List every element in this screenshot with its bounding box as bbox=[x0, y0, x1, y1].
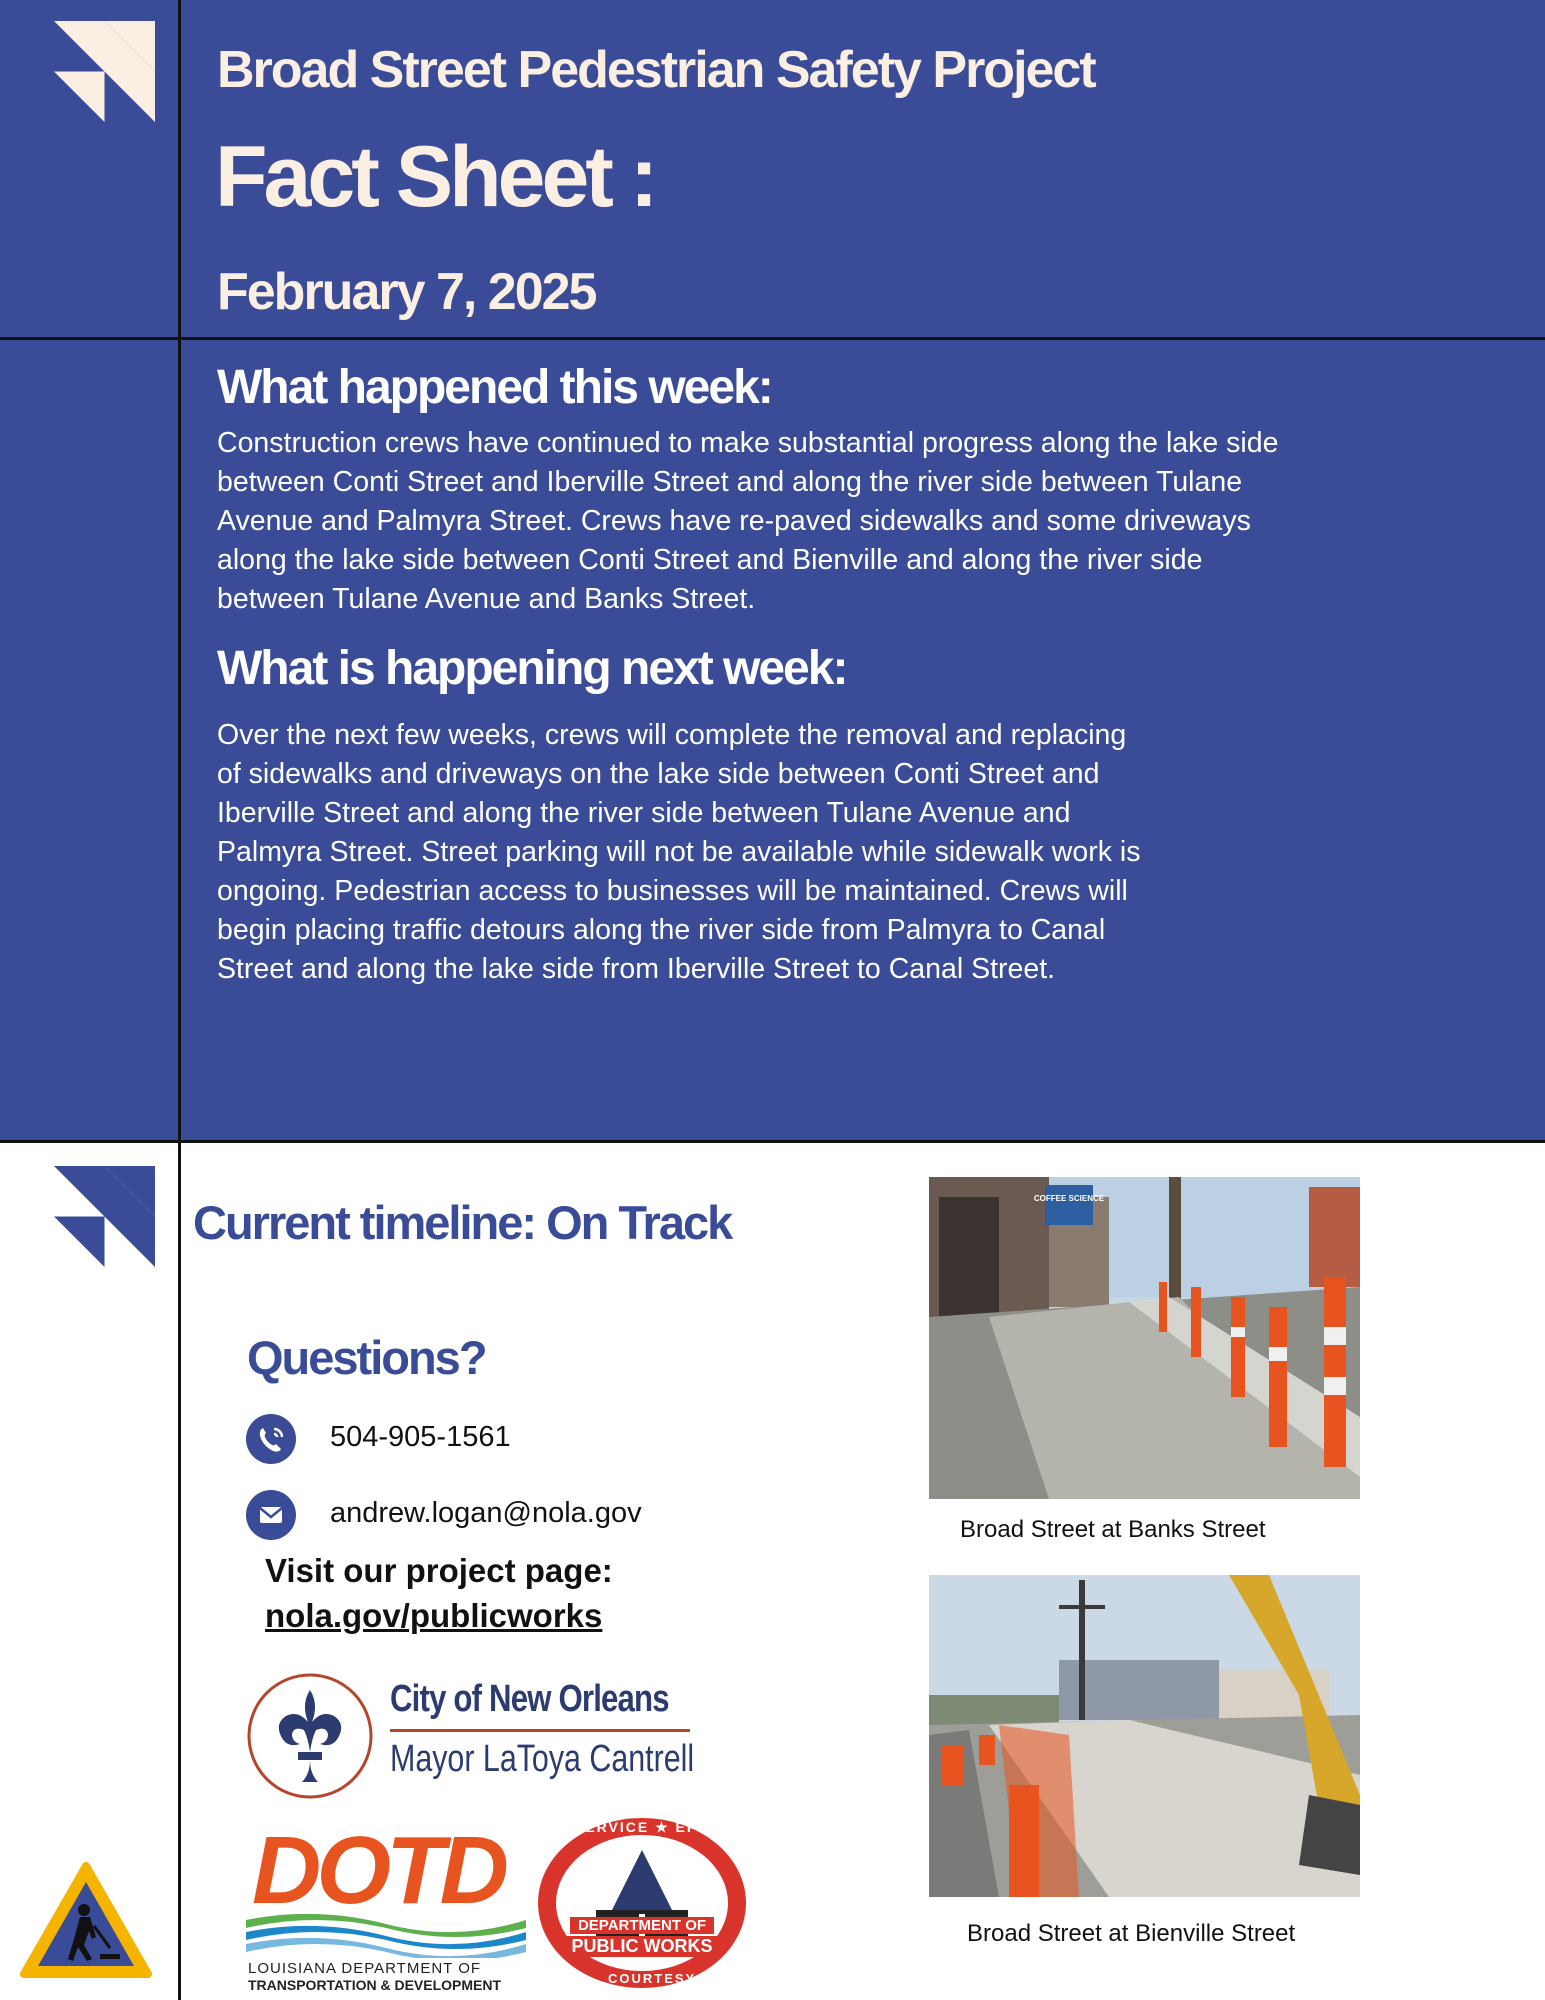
report-date: February 7, 2025 bbox=[217, 263, 596, 321]
city-logo bbox=[246, 1672, 696, 1800]
vertical-rule bbox=[178, 0, 181, 2000]
city-name: City of New Orleans bbox=[390, 1678, 669, 1720]
dpw-ring-bottom: COURTESY bbox=[608, 1971, 697, 1986]
email-icon bbox=[246, 1490, 296, 1540]
dpw-line-2: PUBLIC WORKS bbox=[564, 1936, 720, 1957]
dpw-ring-top: SERVICE ★ EFFICIENCY bbox=[574, 1819, 779, 1835]
page-subtitle: Fact Sheet : bbox=[215, 129, 655, 225]
next-week-line: Over the next few weeks, crews will complete the removal and replacing bbox=[217, 719, 1127, 751]
photo-caption: Broad Street at Banks Street bbox=[960, 1516, 1266, 1543]
project-page-link[interactable]: nola.gov/publicworks bbox=[265, 1597, 603, 1634]
brand-mark-icon bbox=[54, 1166, 155, 1267]
next-week-line: begin placing traffic detours along the river side from Palmyra to Canal bbox=[217, 914, 1106, 946]
horizontal-rule-1 bbox=[0, 337, 1545, 340]
next-week-body bbox=[217, 716, 1140, 989]
next-week-line: of sidewalks and driveways on the lake side between Conti Street and bbox=[217, 758, 1100, 790]
dpw-seal bbox=[536, 1816, 779, 1990]
mayor-name: Mayor LaToya Cantrell bbox=[390, 1738, 695, 1780]
project-title: Broad Street Pedestrian Safety Project bbox=[217, 41, 1095, 99]
this-week-body bbox=[217, 424, 1278, 619]
this-week-line: Construction crews have continued to make substantial progress along the lake side bbox=[217, 427, 1279, 459]
dotd-mark: DOTD bbox=[252, 1817, 504, 1924]
this-week-line: along the lake side between Conti Street and Bienville and along the river side bbox=[217, 544, 1203, 576]
this-week-line: between Conti Street and Iberville Street and along the river side between Tulane bbox=[217, 466, 1243, 498]
this-week-line: between Tulane Avenue and Banks Street. bbox=[217, 583, 756, 615]
questions-heading: Questions? bbox=[247, 1331, 486, 1384]
timeline-status: Current timeline: On Track bbox=[193, 1196, 732, 1249]
horizontal-rule-2 bbox=[0, 1140, 1545, 1143]
this-week-line: Avenue and Palmyra Street. Crews have re-paved sidewalks and some driveways bbox=[217, 505, 1251, 537]
dpw-line-1: DEPARTMENT OF bbox=[570, 1917, 714, 1934]
next-week-line: Street and along the lake side from Iberville Street to Canal Street. bbox=[217, 953, 1056, 985]
dotd-line-2: TRANSPORTATION & DEVELOPMENT bbox=[248, 1977, 502, 1993]
photo-caption: Broad Street at Bienville Street bbox=[967, 1920, 1296, 1947]
next-week-line: ongoing. Pedestrian access to businesses will be maintained. Crews will bbox=[217, 875, 1128, 907]
next-week-line: Palmyra Street. Street parking will not be available while sidewalk work is bbox=[217, 836, 1141, 868]
phone-number[interactable]: 504-905-1561 bbox=[330, 1421, 511, 1453]
dotd-logo bbox=[246, 1817, 531, 1993]
phone-icon bbox=[246, 1414, 296, 1464]
next-week-heading: What is happening next week: bbox=[217, 642, 847, 695]
dotd-line-1: LOUISIANA DEPARTMENT OF bbox=[248, 1960, 482, 1977]
this-week-heading: What happened this week: bbox=[217, 361, 772, 414]
construction-sign-icon bbox=[18, 1860, 154, 1982]
visit-label: Visit our project page: bbox=[265, 1552, 613, 1589]
photo-bienville-street bbox=[929, 1575, 1360, 1897]
email-address[interactable]: andrew.logan@nola.gov bbox=[330, 1497, 642, 1529]
brand-mark-icon bbox=[54, 21, 155, 122]
next-week-line: Iberville Street and along the river side between Tulane Avenue and bbox=[217, 797, 1071, 829]
cafe-sign: COFFEE SCIENCE bbox=[1033, 1194, 1105, 1203]
photo-banks-street bbox=[929, 1177, 1360, 1499]
